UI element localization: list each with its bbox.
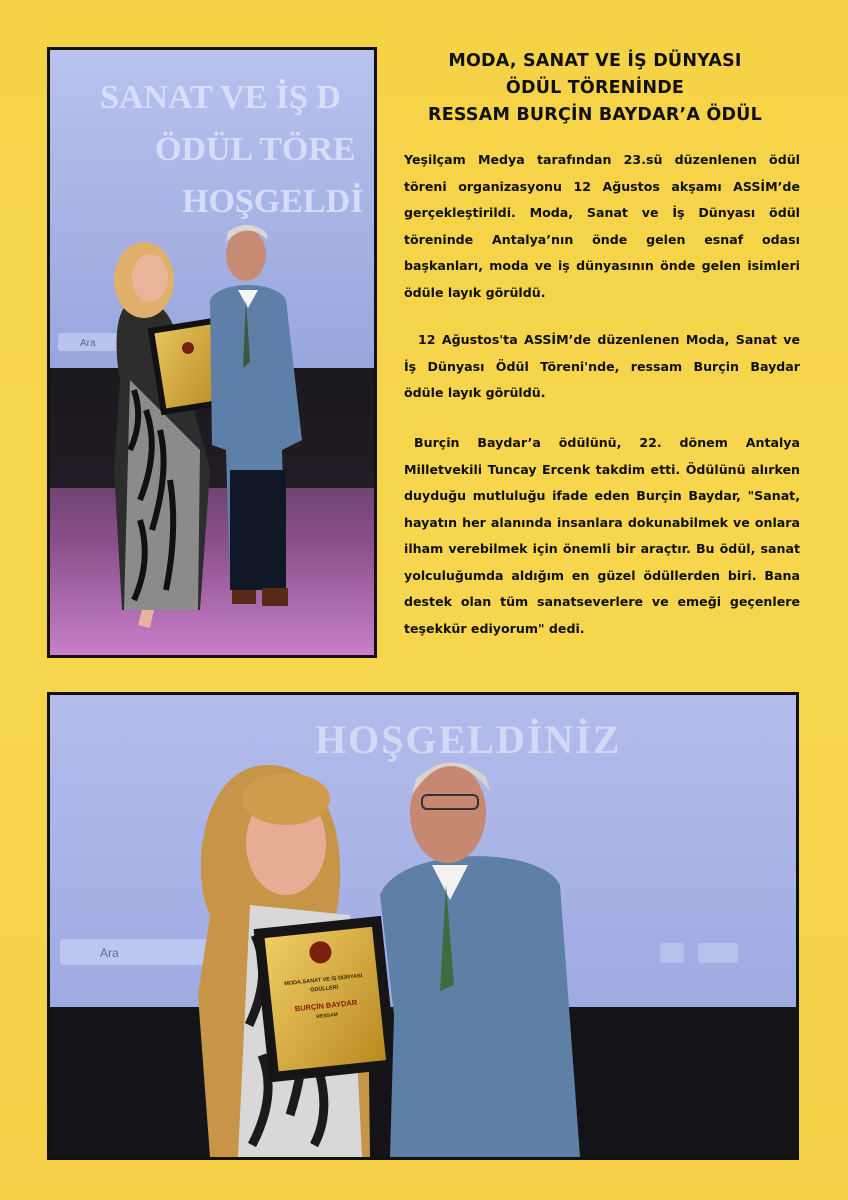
award-plaque — [254, 916, 397, 1083]
search-text: Ara — [100, 946, 119, 960]
article-paragraph-3: Burçin Baydar’a ödülünü, 22. dönem Antalya Milletvekili Tuncay Ercenk takdim etti. Ödülünü alırken duyduğu mutluluğu ifade eden Burçin Baydar, "Sanat, hayatın her alanında insanlara dokunabilmek ve onlara ilham verebilmek için önemli bir araçtır. Bu ödül, sanat yolculuğumda aldığım en güzel ödüllerden biri. Bana destek olan tüm sanatseverlere ve emeği geçenlere teşekkür ediyorum" dedi. — [404, 435, 800, 636]
screen-text-line-3: HOŞGELDİ — [182, 183, 364, 220]
ceremony-photo-top — [47, 47, 377, 658]
plaque-line-3: BURÇİN BAYDAR — [294, 997, 358, 1014]
plaque-line-4: RESSAM — [316, 1011, 339, 1021]
ceremony-photo-bottom — [47, 692, 799, 1160]
article-paragraph-1: Yeşilçam Medya tarafından 23.sü düzenlenen ödül töreni organizasyonu 12 Ağustos akşamı ASSİM’de gerçekleştirildi. Moda, Sanat ve İş Dünyası ödül töreninde Antalya’nın önde gelen esnaf odası başkanları, moda ve iş dünyasının önde gelen isimleri ödüle layık görüldü. — [404, 152, 800, 300]
screen-text: HOŞGELDİNİZ — [315, 717, 622, 762]
search-text: Ara — [80, 338, 96, 349]
plaque-line-1: MODA,SANAT VE İŞ DÜNYASI — [284, 973, 363, 988]
screen-text-line-2: ÖDÜL TÖRE — [155, 131, 356, 168]
screen-text-line-1: SANAT VE İŞ D — [100, 79, 341, 116]
article-paragraph-2: 12 Ağustos'ta ASSİM’de düzenlenen Moda, Sanat ve İş Dünyası Ödül Töreni'nde, ressam Burçin Baydar ödüle layık görüldü. — [404, 332, 800, 400]
plaque-line-2: ÖDÜLLERİ — [309, 984, 339, 994]
article-title — [400, 48, 790, 129]
title-line-1: MODA, SANAT VE İŞ DÜNYASI — [448, 51, 742, 71]
title-line-2: ÖDÜL TÖRENİNDE — [505, 78, 685, 98]
title-line-3: RESSAM BURÇİN BAYDAR’A ÖDÜL — [428, 105, 762, 125]
